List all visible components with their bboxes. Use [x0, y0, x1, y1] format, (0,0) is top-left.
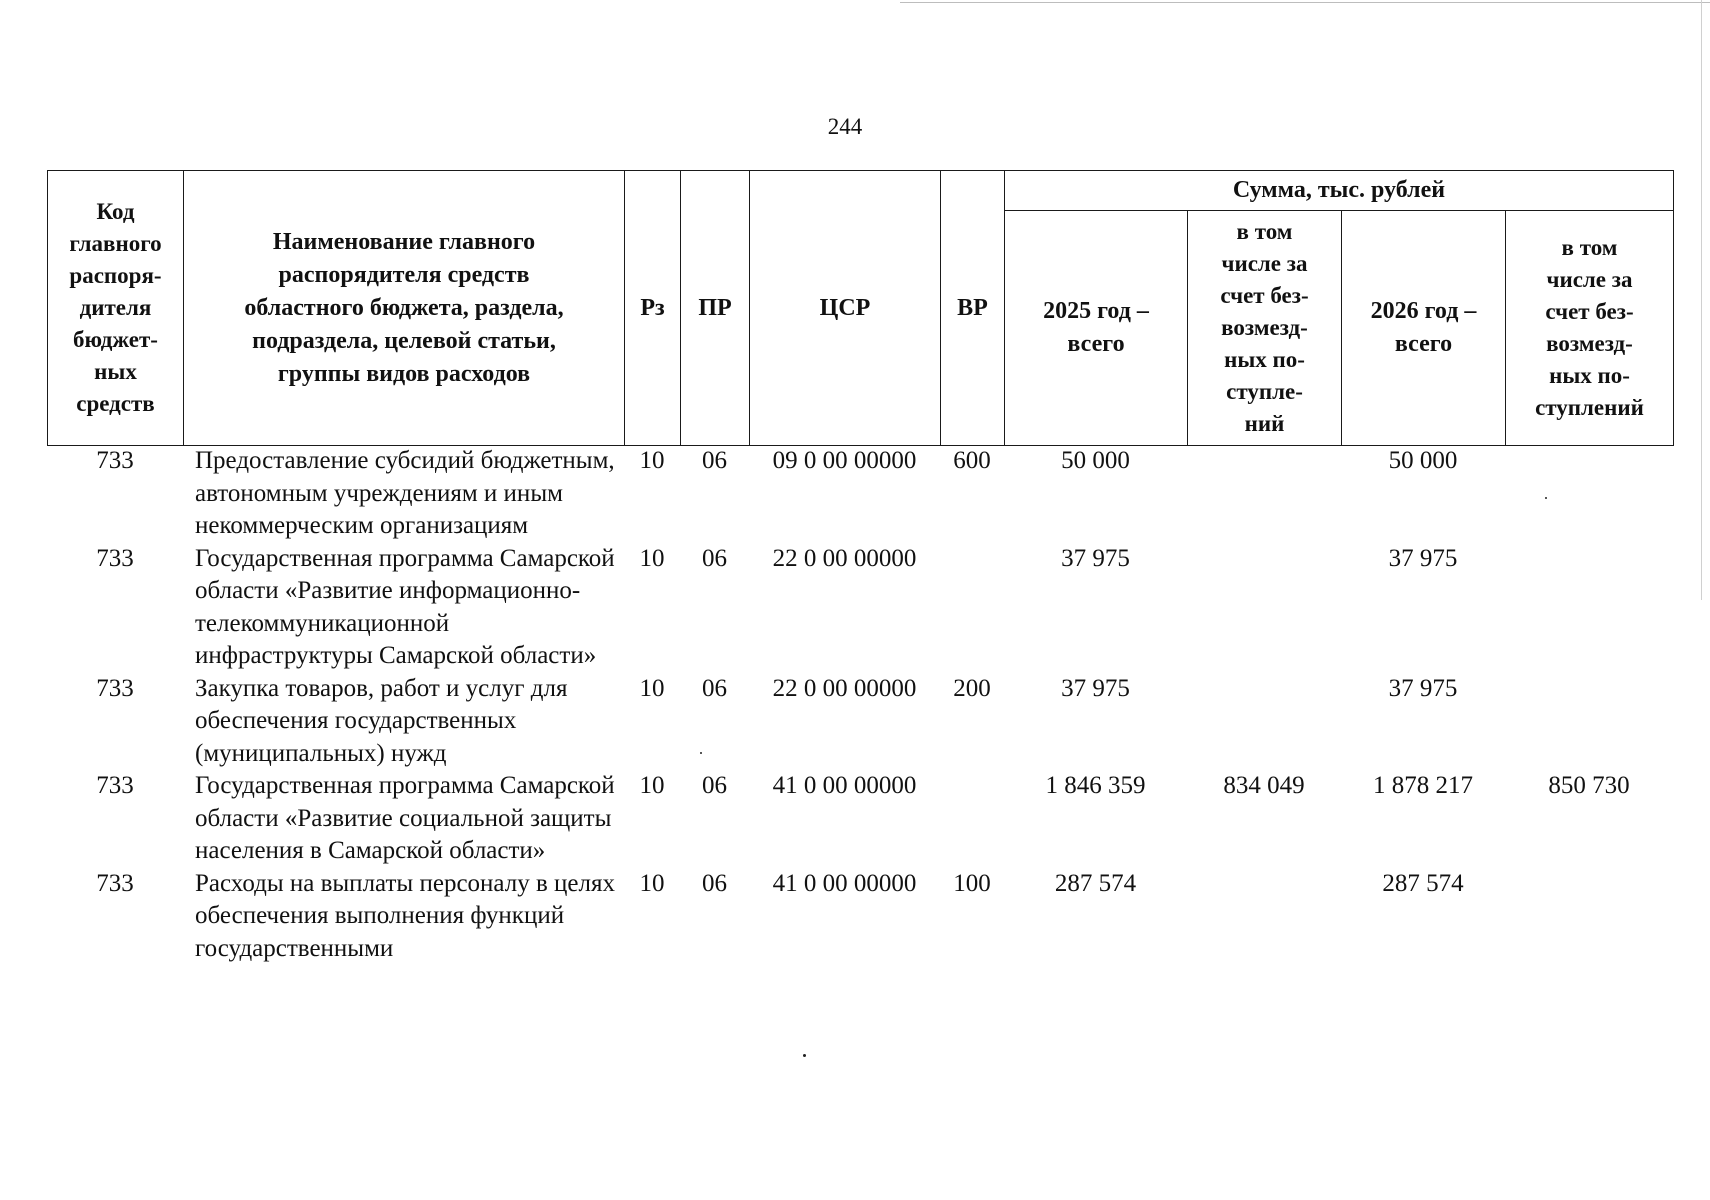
cell-csr: 22 0 00 00000: [772, 674, 917, 702]
cell-vr: [940, 770, 1004, 868]
cell-2026-total: 1 878 217: [1373, 772, 1473, 799]
header-name: Наименование главного распорядителя средств областного бюджета, раздела, подраздела, целевой статьи, группы видов расходов: [184, 171, 625, 446]
table-row: [47, 673, 1673, 771]
cell-2026-free: 850 730: [1548, 772, 1630, 799]
cell-name: Расходы на выплаты персоналу в целях обеспечения выполнения функций государственными: [195, 869, 615, 962]
cell-code: 733: [96, 447, 134, 474]
cell-vr: [940, 543, 1004, 673]
cell-vr: 600: [953, 447, 991, 474]
table-row: [47, 445, 1673, 543]
cell-code: 733: [96, 544, 134, 572]
cell-2025-total: 1 846 359: [1045, 772, 1146, 799]
cell-2026-free: [1505, 543, 1673, 673]
scan-speck: [803, 1054, 806, 1057]
cell-2025-free: [1187, 543, 1341, 673]
cell-pr: 06: [702, 674, 727, 702]
cell-2025-total: 37 975: [1061, 544, 1130, 572]
cell-name: Государственная программа Самарской области «Развитие социальной защиты населения в Самарской области»: [195, 772, 615, 864]
header-sum: Сумма, тыс. рублей: [1005, 171, 1674, 211]
cell-2025-free: [1187, 673, 1341, 771]
header-code: Код главного распоря- дителя бюджет- ных средств: [48, 171, 184, 446]
cell-pr: 06: [702, 447, 727, 474]
header-2026-free: в том числе за счет без- возмезд- ных по- ступлений: [1506, 211, 1674, 446]
cell-csr: 09 0 00 00000: [772, 447, 917, 474]
cell-rz: 10: [639, 544, 665, 572]
cell-code: 733: [96, 674, 134, 702]
cell-vr: 200: [953, 674, 991, 702]
cell-name: Государственная программа Самарской области «Развитие информационно-телекоммуникационной инфраструктуры Самарской области»: [195, 544, 615, 669]
cell-csr: 41 0 00 00000: [772, 869, 917, 897]
header-2025-free: в том числе за счет без- возмезд- ных по- ступле- ний: [1188, 211, 1342, 446]
cell-2026-total: 287 574: [1382, 869, 1464, 897]
cell-vr: 100: [953, 869, 991, 897]
scan-top-edge: [900, 2, 1710, 3]
page-number: 244: [827, 114, 863, 139]
scan-speck: [700, 752, 702, 754]
cell-2026-free: [1505, 445, 1673, 543]
cell-csr: 22 0 00 00000: [772, 544, 917, 572]
header-vr: ВР: [941, 171, 1005, 446]
cell-2025-total: 50 000: [1061, 447, 1130, 474]
cell-2025-free: 834 049: [1223, 772, 1305, 799]
cell-rz: 10: [639, 869, 665, 897]
cell-2026-total: 37 975: [1388, 674, 1458, 702]
table-row: [47, 770, 1673, 868]
table-header: [47, 170, 1674, 446]
table-body: [47, 445, 1673, 965]
scan-right-edge: [1701, 0, 1702, 600]
cell-2025-free: [1187, 868, 1341, 966]
header-rz: Рз: [625, 171, 681, 446]
cell-pr: 06: [702, 544, 727, 572]
cell-pr: 06: [702, 869, 727, 897]
cell-code: 733: [96, 772, 134, 799]
cell-rz: 10: [639, 447, 665, 474]
cell-2025-total: 287 574: [1054, 869, 1137, 897]
cell-2026-total: 37 975: [1388, 544, 1458, 572]
table-row: [47, 543, 1673, 673]
cell-name: Предоставление субсидий бюджетным, автономным учреждениям и иным некоммерческим организациям: [195, 447, 615, 539]
cell-2025-total: 37 975: [1061, 674, 1130, 702]
scan-speck: [1545, 497, 1547, 499]
cell-2026-free: [1505, 673, 1673, 771]
cell-csr: 41 0 00 00000: [772, 772, 917, 799]
cell-2026-free: [1505, 868, 1673, 966]
cell-2026-total: 50 000: [1388, 447, 1458, 474]
cell-pr: 06: [702, 772, 727, 799]
header-pr: ПР: [681, 171, 750, 446]
header-2026-total: 2026 год – всего: [1342, 211, 1506, 446]
cell-name: Закупка товаров, работ и услуг для обеспечения государственных (муниципальных) нужд: [195, 674, 568, 767]
cell-2025-free: [1187, 445, 1341, 543]
header-csr: ЦСР: [750, 171, 941, 446]
cell-rz: 10: [639, 674, 665, 702]
table-row: [47, 868, 1673, 966]
cell-code: 733: [96, 869, 134, 897]
cell-rz: 10: [639, 772, 665, 799]
header-2025-total: 2025 год – всего: [1005, 211, 1188, 446]
